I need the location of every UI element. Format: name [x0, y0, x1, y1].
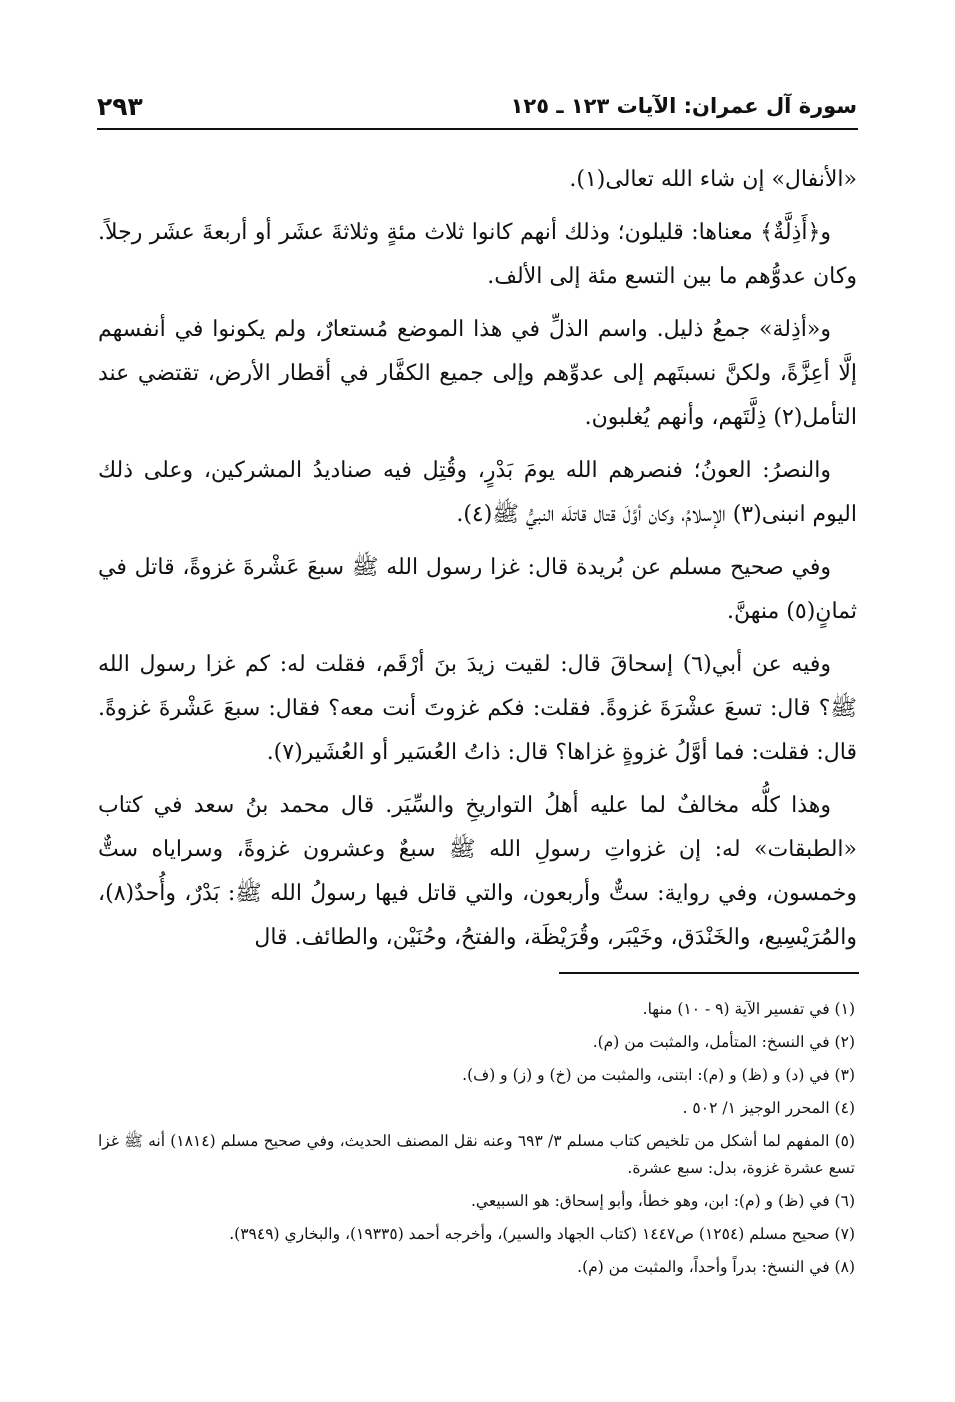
page-number: ٢٩٣	[97, 91, 143, 121]
footnote: (٧) صحيح مسلم (١٢٥٤) ص١٤٤٧ (كتاب الجهاد والسير)، وأخرجه أحمد (١٩٣٣٥)، والبخاري (٣٩٤٩).	[229, 1225, 855, 1243]
footnote: (٢) في النسخ: المتأمل، والمثبت من (م).	[592, 1033, 855, 1051]
paragraph: و«أذِلة» جمعُ ذليل. واسم الذلِّ في هذا الموضع مُستعارٌ، ولم يكونوا في أنفسهم إلَّا أعِزَّةً، ولكنَّ نسبتَهم إلى عدوِّهم وإلى جميع الكفَّار في أقطار الأرض، تقتضي عند التأمل(٢) ذِلَّتَهم، وأنهم يُغلبون.	[98, 317, 857, 430]
footnote: (٨) في النسخ: بدراً وأحداً، والمثبت من (م).	[577, 1258, 855, 1276]
paragraph: وهذا كلُّه مخالفٌ لما عليه أهلُ التواريخِ والسِّيَر. قال محمد بنُ سعد في كتاب «الطبقات» له: إن غزواتِ رسولِ الله ﷺ سبعٌ وعشرون غزوةً، وسراياه ستٌّ وخمسون، وفي رواية: ستٌّ وأربعون، والتي قاتل فيها رسولُ الله ﷺ: بَدْرٌ، وأُحدٌ(٨)، والمُرَيْسِيع، والخَنْدَق، وخَيْبَر، وقُرَيْظَة، والفتحُ، وحُنَيْن، والطائف. قال	[98, 793, 857, 950]
page-header	[97, 88, 857, 124]
running-title: سورة آل عمران: الآيات ١٢٣ ـ ١٢٥	[510, 94, 857, 118]
main-text	[98, 158, 857, 969]
paragraph: «الأنفال» إن شاء الله تعالى(١).	[569, 167, 857, 192]
paragraph: والنصرُ: العونُ؛ فنصرهم الله يومَ بَدْرٍ، وقُتِل فيه صناديدُ المشركين، وعلى ذلك اليوم انبنى(٣) الإسلامُ، وكان أوَّلَ قتال قاتلَه النبيُّ ﷺ(٤).	[98, 458, 857, 527]
header-rule	[97, 128, 858, 130]
footnote: (٦) في (ظ) و (م): ابن، وهو خطأ، وأبو إسحاق: هو السبيعي.	[471, 1192, 855, 1210]
paragraph: و﴿أَذِلَّةٌ﴾ معناها: قليلون؛ وذلك أنهم كانوا ثلاث مئةٍ وثلاثةَ عشَر أو أربعةَ عشَر رجلاً. وكان عدوُّهم ما بين التسع مئة إلى الألف.	[98, 220, 857, 289]
paragraph: وفي صحيح مسلم عن بُريدة قال: غزا رسول الله ﷺ سبعَ عَشْرةَ غزوةً، قاتل في ثمانٍ(٥) منهنَّ.	[98, 555, 857, 624]
footnote: (٤) المحرر الوجيز ١/ ٥٠٢ .	[682, 1099, 855, 1117]
footnote: (٣) في (د) و (ظ) و (م): ابتنى، والمثبت من (خ) و (ز) و (ف).	[462, 1066, 855, 1084]
footnote-rule	[559, 972, 859, 974]
footnote: (١) في تفسير الآية (٩ - ١٠) منها.	[642, 1000, 855, 1018]
footnote: (٥) المفهم لما أشكل من تلخيص كتاب مسلم ٣/ ٦٩٣ وعنه نقل المصنف الحديث، وفي صحيح مسلم (١٨١٤) أنه ﷺ غزا تسع عشرة غزوة، بدل: سبع عشرة.	[98, 1132, 856, 1177]
paragraph: وفيه عن أبي(٦) إسحاقَ قال: لقيت زيدَ بنَ أرْقَم، فقلت له: كم غزا رسول الله ﷺ؟ قال: تسعَ عشْرَةَ غزوةً. فقلت: فكم غزوتَ أنت معه؟ فقال: سبعَ عَشْرةَ غزوةً. قال: فقلت: فما أوَّلُ غزوةٍ غزاها؟ قال: ذاتُ العُسَير أو العُشَير(٧).	[98, 652, 857, 765]
footnotes	[98, 996, 855, 1287]
